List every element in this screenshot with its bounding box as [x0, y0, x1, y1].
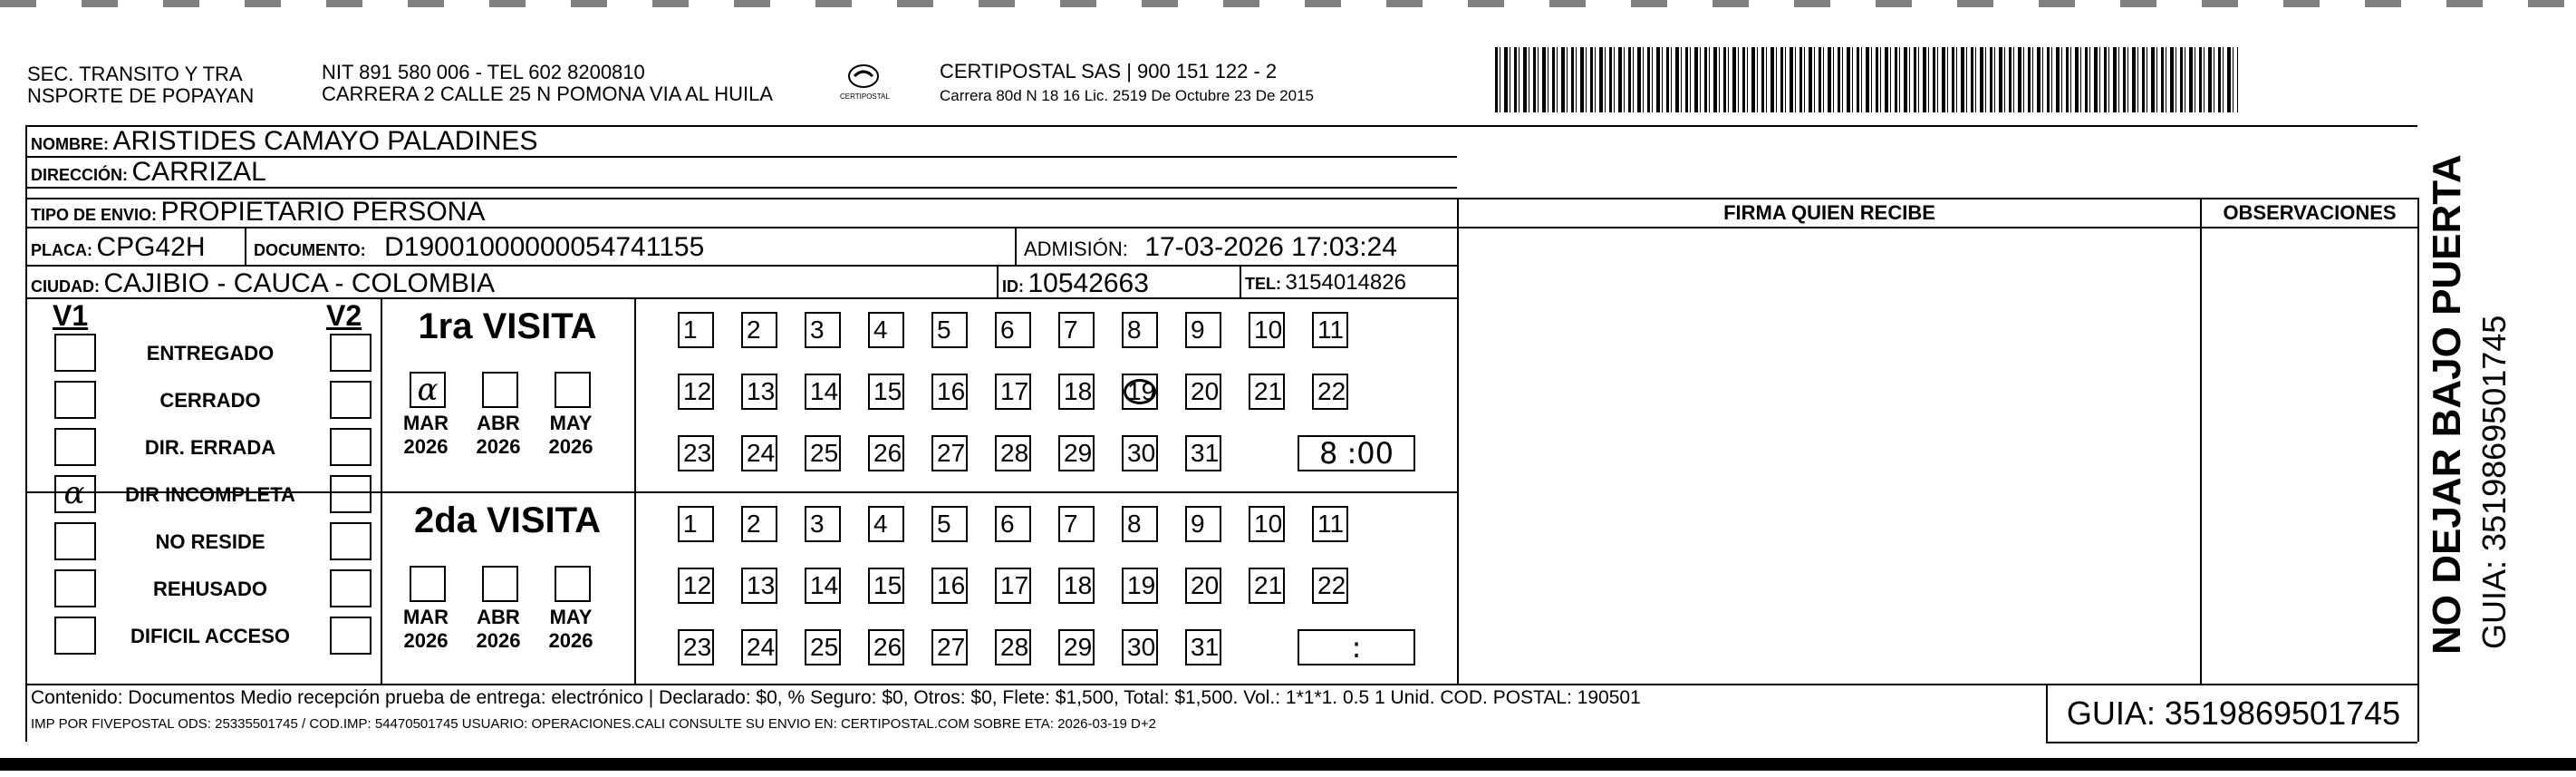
nombre-label: NOMBRE: [31, 135, 109, 153]
id-value: 10542663 [1028, 268, 1149, 298]
visita2-day-box[interactable]: 18 [1058, 568, 1095, 604]
month-name: ABR [477, 606, 520, 628]
sender-contact [322, 62, 773, 105]
visita2-day-box[interactable]: 23 [678, 629, 714, 665]
tipo-row [31, 198, 485, 231]
visita1-day-box[interactable]: 31 [1185, 435, 1221, 471]
visita2-day-box[interactable]: 12 [678, 568, 714, 604]
month-year: 2026 [548, 629, 593, 652]
visita1-day-box[interactable]: 10 [1249, 312, 1285, 348]
visita2-month-label [390, 606, 462, 653]
status-label: DIR. ERRADA [144, 436, 276, 459]
visita2-month-checkbox[interactable] [482, 566, 518, 602]
side-block [2421, 136, 2557, 680]
visita2-day-box[interactable]: 16 [931, 568, 968, 604]
direccion-value: CARRIZAL [131, 157, 266, 187]
visita2-day-box[interactable]: 17 [995, 568, 1031, 604]
visita2-day-box[interactable]: 5 [931, 506, 968, 542]
month-year: 2026 [548, 435, 593, 458]
nombre-row [31, 127, 537, 160]
visita1-day-box[interactable]: 14 [805, 374, 841, 410]
visita2-day-box[interactable]: 24 [741, 629, 777, 665]
visita1-month-checkbox[interactable] [555, 372, 591, 408]
v2-checkbox[interactable] [330, 617, 371, 655]
bottom-edge-strip [0, 758, 2576, 771]
visita2-day-box[interactable]: 10 [1249, 506, 1285, 542]
visita2-day-box[interactable]: 28 [995, 629, 1031, 665]
direccion-row [31, 158, 266, 191]
firma-header: FIRMA QUIEN RECIBE [1723, 201, 1935, 224]
tel-row [1245, 270, 1406, 296]
v2-checkbox[interactable] [330, 428, 371, 466]
visita1-time-box[interactable]: 8 :00 [1298, 435, 1415, 471]
visita1-month-checkbox[interactable] [482, 372, 518, 408]
month-year: 2026 [476, 629, 521, 652]
v1-checkbox[interactable] [54, 334, 96, 372]
tipo-label: TIPO DE ENVIO: [31, 206, 158, 224]
visita2-day-box[interactable]: 20 [1185, 568, 1221, 604]
visita1-day-box[interactable]: 2 [741, 312, 777, 348]
sender-line-1: SEC. TRANSITO Y TRA [27, 63, 243, 85]
visita1-month-mark: ɑ [417, 372, 439, 408]
visita1-title: 1ra VISITA [418, 306, 597, 346]
month-name: MAR [402, 606, 449, 628]
admision-label: ADMISIÓN: [1024, 238, 1128, 260]
status-label: ENTREGADO [146, 342, 275, 364]
v2-checkbox[interactable] [330, 475, 371, 513]
visita1-day-box[interactable]: 3 [805, 312, 841, 348]
visita2-day-box[interactable]: 13 [741, 568, 777, 604]
status-label: CERRADO [159, 389, 261, 412]
visita1-day-box[interactable]: 12 [678, 374, 714, 410]
visita2-title: 2da VISITA [414, 500, 601, 540]
documento-row [254, 232, 704, 263]
visita1-day-box[interactable]: 26 [868, 435, 904, 471]
tel-value: 3154014826 [1285, 270, 1406, 295]
month-name: ABR [477, 412, 520, 434]
visita1-day-box[interactable]: 29 [1058, 435, 1095, 471]
visita2-day-box[interactable]: 29 [1058, 629, 1095, 665]
documento-value: D19001000000054741155 [384, 232, 705, 262]
visita2-day-box[interactable]: 22 [1312, 568, 1348, 604]
visita1-day-box[interactable]: 24 [741, 435, 777, 471]
admision-row [1024, 232, 1397, 263]
visita1-day-box[interactable]: 7 [1058, 312, 1095, 348]
month-name: MAY [549, 606, 593, 628]
tel-label: TEL: [1245, 275, 1281, 293]
nombre-value: ARISTIDES CAMAYO PALADINES [112, 126, 538, 156]
v1-checkbox[interactable] [54, 428, 96, 466]
visita2-day-box[interactable]: 9 [1185, 506, 1221, 542]
visita1-month-label [462, 412, 535, 459]
ciudad-label: CIUDAD: [31, 277, 100, 296]
visita1-day-box[interactable]: 5 [931, 312, 968, 348]
documento-label: DOCUMENTO: [254, 241, 366, 259]
visita1-day-box[interactable]: 15 [868, 374, 904, 410]
visita2-day-box[interactable]: 11 [1312, 506, 1348, 542]
tipo-value: PROPIETARIO PERSONA [160, 197, 486, 227]
visita2-month-checkbox[interactable] [410, 566, 446, 602]
month-name: MAR [402, 412, 449, 434]
contenido-text: Contenido: Documentos Medio recepción prueba de entrega: electrónico | Declarado: $0, % Seguro: $0, Otros: $0, Flete: $1,500, Total: $1,500. Vol.: 1*1*1. 0.5 1 Unid. COD. POSTAL: 190501 [31, 687, 1641, 708]
status-label: DIR INCOMPLETA [125, 483, 295, 506]
month-year: 2026 [476, 435, 521, 458]
status-label: DIFICIL ACCESO [130, 625, 290, 647]
sender-block [27, 63, 254, 107]
v1-checkbox[interactable] [54, 569, 96, 607]
footer-guia: GUIA: 3519869501745 [2066, 694, 2401, 732]
top-edge-strip [0, 0, 2576, 7]
v2-checkbox[interactable] [330, 334, 371, 372]
visita2-month-label [535, 606, 607, 653]
visita1-day-box[interactable]: 25 [805, 435, 841, 471]
visita2-day-box[interactable]: 2 [741, 506, 777, 542]
month-year: 2026 [403, 629, 449, 652]
visita1-day-box[interactable]: 11 [1312, 312, 1348, 348]
ciudad-value: CAJIBIO - CAUCA - COLOMBIA [103, 268, 496, 298]
company-line-2: Carrera 80d N 18 16 Lic. 2519 De Octubre 23 De 2015 [940, 87, 1314, 104]
address-line: CARRERA 2 CALLE 25 N POMONA VIA AL HUILA [322, 83, 774, 105]
company-block [940, 60, 1314, 105]
visita2-day-box[interactable]: 30 [1122, 629, 1158, 665]
v2-checkbox[interactable] [330, 522, 371, 560]
visita1-day-box[interactable]: 9 [1185, 312, 1221, 348]
visita1-day-box[interactable]: 23 [678, 435, 714, 471]
visita1-day-box[interactable]: 27 [931, 435, 968, 471]
v2-checkbox[interactable] [330, 569, 371, 607]
visita1-day-box[interactable]: 19 [1122, 374, 1158, 410]
status-label: REHUSADO [153, 578, 267, 600]
side-warning: NO DEJAR BAJO PUERTA [2425, 154, 2469, 655]
status-label: NO RESIDE [155, 530, 265, 553]
v2-label: V2 [326, 299, 362, 332]
placa-value: CPG42H [96, 232, 206, 262]
visita1-day-box[interactable]: 6 [995, 312, 1031, 348]
id-row [1002, 268, 1149, 299]
visita1-month-label [390, 412, 462, 459]
visita2-time-box[interactable]: : [1298, 629, 1415, 665]
visita2-day-box[interactable]: 15 [868, 568, 904, 604]
visita2-day-box[interactable]: 3 [805, 506, 841, 542]
visita1-day-box[interactable]: 28 [995, 435, 1031, 471]
sender-line-2: NSPORTE DE POPAYAN [27, 84, 255, 107]
v1-checkbox[interactable] [54, 381, 96, 419]
visita2-day-box[interactable]: 4 [868, 506, 904, 542]
visita2-day-box[interactable]: 19 [1122, 568, 1158, 604]
status-check-mark: ɑ [63, 475, 85, 511]
visita1-day-box[interactable]: 1 [678, 312, 714, 348]
visita2-day-box[interactable]: 31 [1185, 629, 1221, 665]
visita1-day-box[interactable]: 20 [1185, 374, 1221, 410]
visita1-day-box[interactable]: 18 [1058, 374, 1095, 410]
visita1-month-label [535, 412, 607, 459]
barcode [1495, 47, 2238, 112]
direccion-label: DIRECCIÓN: [31, 166, 128, 184]
side-guia: GUIA: 3519869501745 [2475, 315, 2513, 649]
visita2-day-box[interactable]: 6 [995, 506, 1031, 542]
visita2-day-box[interactable]: 14 [805, 568, 841, 604]
visita2-day-box[interactable]: 7 [1058, 506, 1095, 542]
visita1-day-box[interactable]: 22 [1312, 374, 1348, 410]
visita1-day-box[interactable]: 16 [931, 374, 968, 410]
day-circle-mark [1124, 379, 1156, 404]
month-year: 2026 [403, 435, 449, 458]
company-line-1: CERTIPOSTAL SAS | 900 151 122 - 2 [940, 60, 1278, 83]
visita1-day-box[interactable]: 8 [1122, 312, 1158, 348]
visita2-day-box[interactable]: 8 [1122, 506, 1158, 542]
id-label: ID: [1002, 277, 1024, 296]
v1-label: V1 [53, 299, 89, 332]
observaciones-header: OBSERVACIONES [2223, 201, 2397, 224]
placa-label: PLACA: [31, 241, 92, 259]
visita1-day-box[interactable]: 21 [1249, 374, 1285, 410]
v1-checkbox[interactable] [54, 522, 96, 560]
visita1-day-box[interactable]: 30 [1122, 435, 1158, 471]
nit-line: NIT 891 580 006 - TEL 602 8200810 [322, 61, 645, 83]
admision-value: 17-03-2026 17:03:24 [1144, 232, 1397, 262]
v2-checkbox[interactable] [330, 381, 371, 419]
placa-row [31, 232, 206, 263]
visita1-day-box[interactable]: 17 [995, 374, 1031, 410]
month-name: MAY [549, 412, 593, 434]
visita1-day-box[interactable]: 13 [741, 374, 777, 410]
imp-text: IMP POR FIVEPOSTAL ODS: 25335501745 / COD.IMP: 54470501745 USUARIO: OPERACIONES.CALI CONSULTE SU ENVIO EN: CERTIPOSTAL.COM SOBRE ETA: 2026-03-19 D+2 [31, 716, 1156, 732]
visita2-day-box[interactable]: 27 [931, 629, 968, 665]
certipostal-logo [829, 60, 920, 105]
visita2-month-checkbox[interactable] [555, 566, 591, 602]
visita2-day-box[interactable]: 26 [868, 629, 904, 665]
v1-checkbox[interactable] [54, 617, 96, 655]
visita2-month-label [462, 606, 535, 653]
visita2-day-box[interactable]: 1 [678, 506, 714, 542]
visita1-day-box[interactable]: 4 [868, 312, 904, 348]
ciudad-row [31, 268, 495, 299]
visita2-day-box[interactable]: 21 [1249, 568, 1285, 604]
visita2-day-box[interactable]: 25 [805, 629, 841, 665]
logo-text: CERTIPOSTAL [840, 92, 890, 101]
